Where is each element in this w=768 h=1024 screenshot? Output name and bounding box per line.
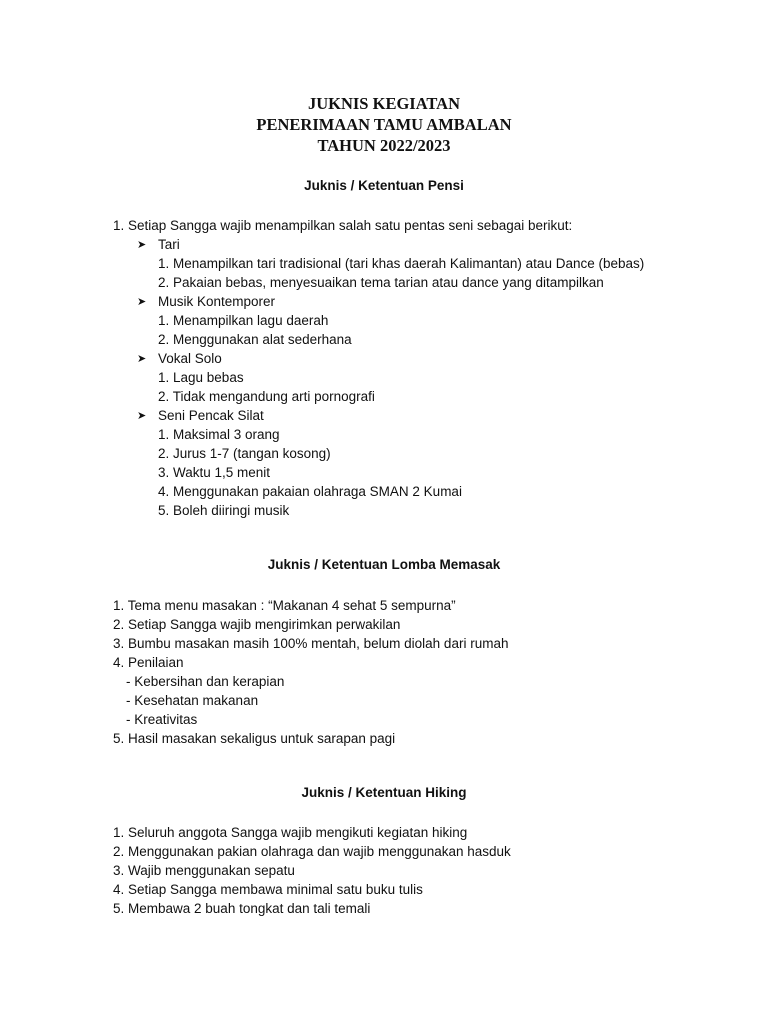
pensi-category-name: Tari [158,237,180,252]
title-line-1: JUKNIS KEGIATAN [307,94,461,113]
list-item: 1. Tema menu masakan : “Makanan 4 sehat 5 sempurna” [113,598,456,613]
list-item: 3. Wajib menggunakan sepatu [113,863,295,878]
list-item: 3. Waktu 1,5 menit [158,465,271,480]
list-item: 5. Boleh diiringi musik [158,503,290,518]
list-item: 2. Pakaian bebas, menyesuaikan tema tarian atau dance yang ditampilkan [158,275,604,290]
list-item: 2. Setiap Sangga wajib mengirimkan perwakilan [113,617,401,632]
pensi-intro: 1. Setiap Sangga wajib menampilkan salah satu pentas seni sebagai berikut: [113,218,573,233]
section-heading-hiking: Juknis / Ketentuan Hiking [301,785,467,800]
list-item: 4. Penilaian [113,655,184,670]
arrowhead-bullet-icon: ➤ [137,238,147,251]
list-item: 2. Menggunakan alat sederhana [158,332,352,347]
list-item: 4. Menggunakan pakaian olahraga SMAN 2 Kumai [158,484,462,499]
pensi-category-name: Musik Kontemporer [158,294,276,309]
pensi-category-name: Seni Pencak Silat [158,408,264,423]
pensi-category-name: Vokal Solo [158,351,222,366]
list-item: 1. Menampilkan lagu daerah [158,313,329,328]
title-line-3: TAHUN 2022/2023 [317,136,451,155]
arrowhead-bullet-icon: ➤ [137,352,147,365]
list-item: 5. Membawa 2 buah tongkat dan tali temali [113,901,371,916]
section-heading-pensi: Juknis / Ketentuan Pensi [304,178,464,193]
list-subitem: - Kebersihan dan kerapian [126,674,285,689]
list-item: 1. Lagu bebas [158,370,244,385]
title-line-2: PENERIMAAN TAMU AMBALAN [256,115,512,134]
arrowhead-bullet-icon: ➤ [137,295,147,308]
list-subitem: - Kesehatan makanan [126,693,259,708]
list-item: 1. Maksimal 3 orang [158,427,280,442]
list-item: 4. Setiap Sangga membawa minimal satu buku tulis [113,882,423,897]
list-item: 1. Menampilkan tari tradisional (tari khas daerah Kalimantan) atau Dance (bebas) [158,256,645,271]
list-item: 3. Bumbu masakan masih 100% mentah, belum diolah dari rumah [113,636,509,651]
document-title [0,93,768,156]
list-item: 2. Jurus 1-7 (tangan kosong) [158,446,331,461]
arrowhead-bullet-icon: ➤ [137,409,147,422]
list-item: 2. Tidak mengandung arti pornografi [158,389,375,404]
list-item: 1. Seluruh anggota Sangga wajib mengikuti kegiatan hiking [113,825,468,840]
section-heading-memasak: Juknis / Ketentuan Lomba Memasak [267,557,501,572]
list-subitem: - Kreativitas [126,712,198,727]
list-item: 5. Hasil masakan sekaligus untuk sarapan pagi [113,731,396,746]
list-item: 2. Menggunakan pakian olahraga dan wajib menggunakan hasduk [113,844,511,859]
